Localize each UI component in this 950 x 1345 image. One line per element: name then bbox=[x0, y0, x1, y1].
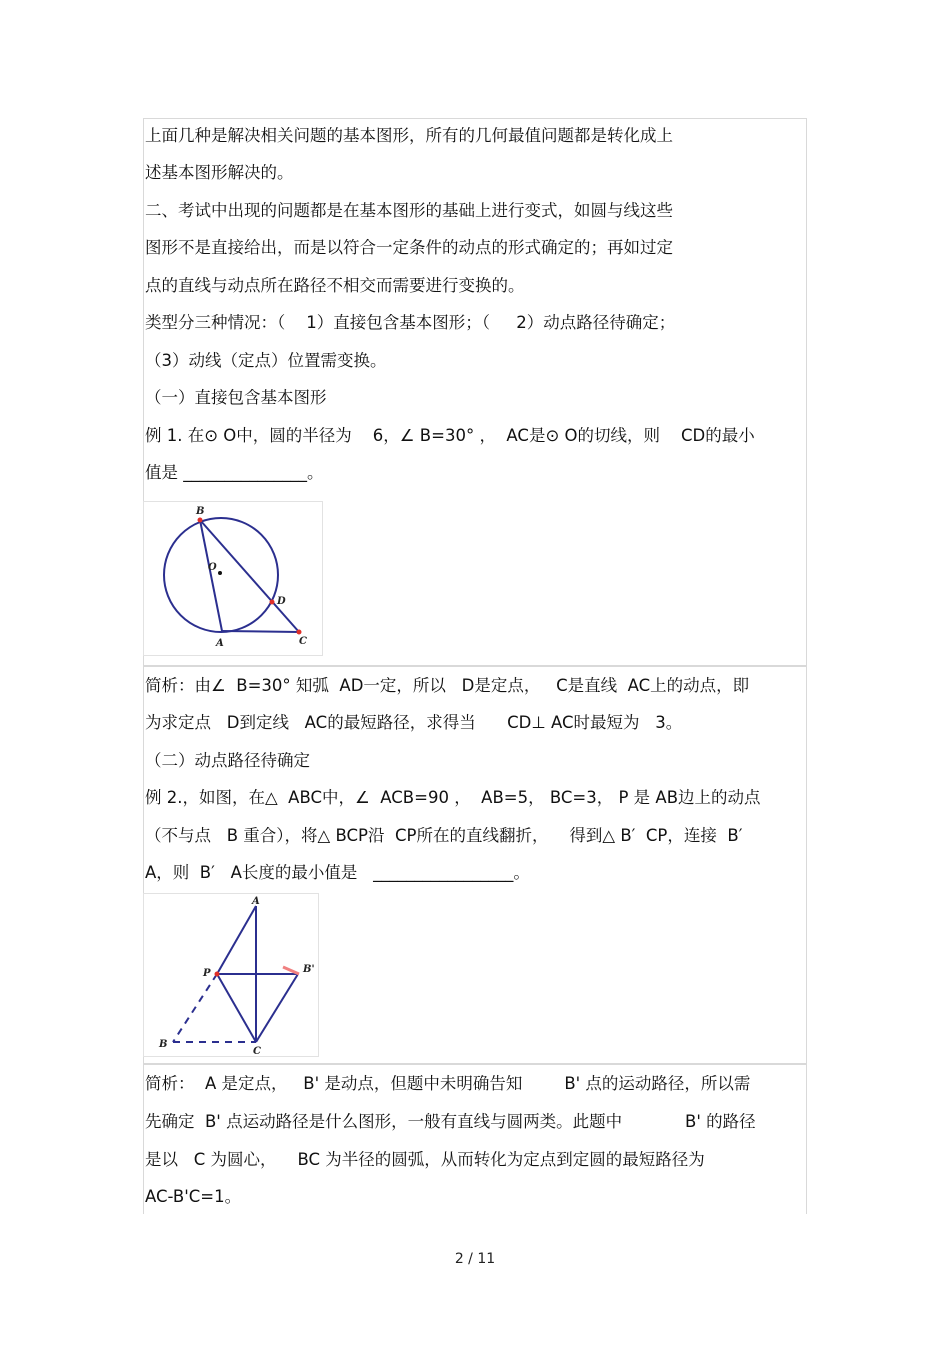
fold-triangle-diagram bbox=[144, 894, 318, 1056]
text-line: AC-B'C=1。 bbox=[145, 1187, 242, 1206]
label-o: O bbox=[208, 562, 217, 573]
label-d: D bbox=[277, 596, 286, 607]
text-line: 先确定 B' 点运动路径是什么图形，一般有直线与圆两类。此题中 B' 的路径 bbox=[145, 1112, 756, 1131]
segment-pc bbox=[217, 974, 256, 1042]
point-b bbox=[198, 518, 203, 523]
point-d bbox=[270, 600, 275, 605]
text-line: A，则 B′ A长度的最小值是 _________________。 bbox=[145, 863, 530, 882]
text-line: （一）直接包含基本图形 bbox=[145, 388, 327, 407]
text-line: 点的直线与动点所在路径不相交而需要进行变换的。 bbox=[145, 276, 525, 295]
highlight-b-prime bbox=[283, 967, 299, 974]
text-line: （3）动线（定点）位置需变换。 bbox=[145, 351, 387, 370]
label-b-prime: B' bbox=[303, 964, 315, 975]
label-b: B bbox=[196, 506, 205, 517]
text-line: 类型分三种情况：（ 1）直接包含基本图形；（ 2）动点路径待确定； bbox=[145, 313, 676, 332]
segment-ba bbox=[200, 520, 222, 631]
figure-example-2 bbox=[143, 893, 319, 1057]
label-p: P bbox=[203, 968, 211, 979]
text-line: 上面几种是解决相关问题的基本图形，所有的几何最值问题都是转化成上 bbox=[145, 126, 673, 145]
tangent-ac bbox=[222, 631, 299, 632]
segment-b-prime-c bbox=[256, 974, 298, 1042]
point-c bbox=[297, 630, 302, 635]
text-line: 是以 C 为圆心， BC 为半径的圆弧，从而转化为定点到定圆的最短路径为 bbox=[145, 1150, 705, 1169]
circle-tangent-diagram bbox=[144, 502, 322, 655]
segment-pb-dashed bbox=[173, 974, 217, 1042]
text-line: 例 2.，如图，在△ ABC中，∠ ACB=90 ， AB=5， BC=3， P 是 AB边上的动点 bbox=[145, 788, 761, 807]
text-line: 为求定点 D到定线 AC的最短路径，求得当 CD⊥ AC时最短为 3。 bbox=[145, 713, 683, 732]
figure-example-1 bbox=[143, 501, 323, 656]
point-p bbox=[215, 972, 220, 977]
circle-o bbox=[164, 518, 278, 632]
text-line: 图形不是直接给出，而是以符合一定条件的动点的形式确定的；再如过定 bbox=[145, 238, 673, 257]
page-number: 2 / 11 bbox=[454, 1251, 496, 1267]
segment-ap bbox=[217, 906, 256, 974]
text-line: 述基本图形解决的。 bbox=[145, 163, 294, 182]
point-o bbox=[218, 571, 222, 575]
text-line: （不与点 B 重合），将△ BCP沿 CP所在的直线翻折， 得到△ B′ CP，连接 B′ bbox=[145, 826, 743, 845]
text-line: （二）动点路径待确定 bbox=[145, 751, 310, 770]
text-line: 例 1. 在⊙ O中，圆的半径为 6，∠ B=30° ， AC是⊙ O的切线，则 CD的最小 bbox=[145, 426, 755, 445]
label-c: C bbox=[299, 636, 307, 647]
label-a: A bbox=[252, 896, 260, 907]
label-a: A bbox=[216, 638, 224, 649]
label-b: B bbox=[159, 1039, 168, 1050]
text-line: 二、考试中出现的问题都是在基本图形的基础上进行变式，如圆与线这些 bbox=[145, 201, 673, 220]
segment-bc bbox=[200, 520, 299, 632]
text-line: 值是 _______________。 bbox=[145, 463, 324, 482]
label-c: C bbox=[253, 1046, 261, 1056]
text-line: 简析：由∠ B=30° 知弧 AD一定，所以 D是定点， C是直线 AC上的动点，即 bbox=[145, 676, 750, 695]
text-line: 简析： A 是定点， B' 是动点，但题中未明确告知 B' 点的运动路径，所以需 bbox=[145, 1074, 751, 1093]
